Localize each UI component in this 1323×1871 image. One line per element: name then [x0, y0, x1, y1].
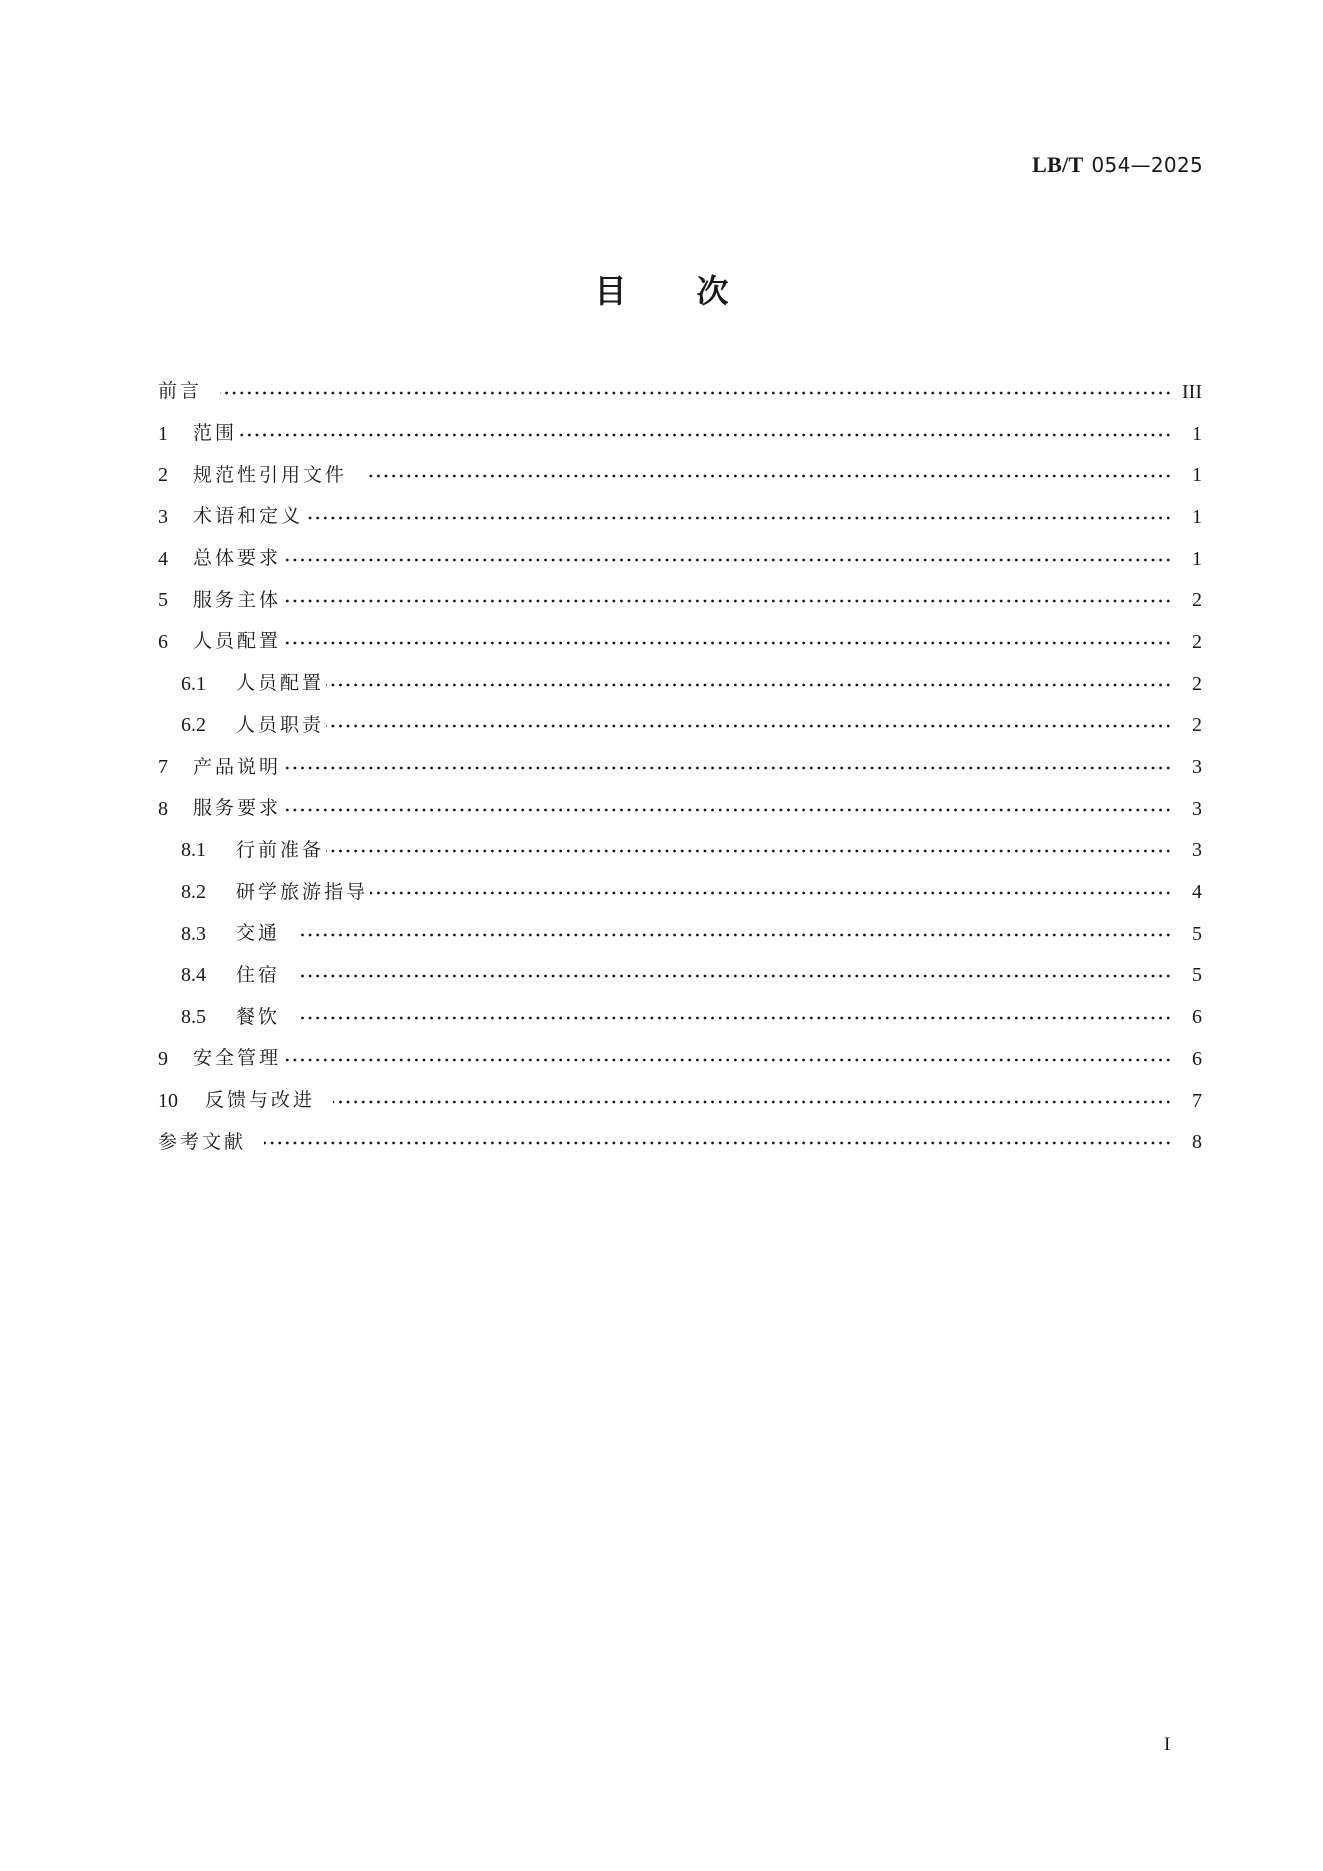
toc-subentry[interactable] [158, 871, 1202, 913]
toc-entry-references[interactable] [158, 1121, 1202, 1163]
toc-entry-page: 6 [1192, 1047, 1202, 1070]
toc-entry-number: 7 [158, 756, 168, 779]
toc-entry-title: 人员配置 [193, 630, 282, 653]
dot-leader [326, 724, 1172, 728]
toc-entry[interactable] [158, 538, 1202, 580]
dot-leader [264, 1141, 1172, 1145]
dot-leader [333, 1100, 1172, 1104]
toc-entry-foreword[interactable] [158, 371, 1202, 413]
toc-entry-number: 2 [158, 464, 168, 487]
toc-entry[interactable] [158, 621, 1202, 663]
standard-code [1032, 152, 1203, 178]
dot-leader [283, 1058, 1172, 1062]
toc-entry-title: 服务要求 [193, 797, 282, 820]
toc-entry-title: 范围 [193, 422, 238, 445]
toc-subentry[interactable] [158, 996, 1202, 1038]
dot-leader [283, 599, 1172, 603]
toc-entry-number: 6.1 [181, 672, 206, 695]
table-of-contents [158, 371, 1202, 1163]
toc-entry-page: 6 [1192, 1006, 1202, 1029]
toc-subentry[interactable] [158, 663, 1202, 705]
toc-subentry[interactable] [158, 955, 1202, 997]
toc-entry-page: 2 [1192, 589, 1202, 612]
toc-entry-title: 规范性引用文件 [193, 463, 348, 486]
toc-entry[interactable] [158, 579, 1202, 621]
toc-entry-title: 前言 [158, 380, 203, 403]
toc-entry-title: 产品说明 [193, 755, 282, 778]
toc-entry-page: 3 [1192, 797, 1202, 820]
toc-entry-title: 总体要求 [193, 547, 282, 570]
toc-entry-page: 5 [1192, 964, 1202, 987]
toc-entry-page: 1 [1192, 547, 1202, 570]
dot-leader [298, 933, 1172, 937]
toc-entry-number: 6.2 [181, 714, 206, 737]
dot-leader [365, 474, 1172, 478]
dot-leader [283, 766, 1172, 770]
toc-entry[interactable] [158, 496, 1202, 538]
dot-leader [370, 891, 1172, 895]
standard-prefix: LB/T [1032, 152, 1084, 177]
toc-entry-number: 8.5 [181, 1006, 206, 1029]
toc-entry[interactable] [158, 1080, 1202, 1122]
page-number: I [1164, 1734, 1171, 1755]
toc-entry-number: 8.1 [181, 839, 206, 862]
toc-entry-page: 3 [1192, 756, 1202, 779]
toc-entry[interactable] [158, 1038, 1202, 1080]
toc-entry-number: 4 [158, 547, 168, 570]
toc-entry-title: 安全管理 [193, 1047, 282, 1070]
toc-entry-page: 2 [1192, 630, 1202, 653]
toc-entry-page: 2 [1192, 714, 1202, 737]
toc-entry-page: 3 [1192, 839, 1202, 862]
dot-leader [283, 641, 1172, 645]
toc-entry-title: 交通 [236, 922, 281, 945]
dot-leader [326, 849, 1172, 853]
toc-entry-number: 1 [158, 422, 168, 445]
toc-entry-title: 术语和定义 [193, 505, 304, 528]
toc-entry-title: 参考文献 [158, 1130, 247, 1153]
dot-leader [220, 391, 1172, 395]
title-char-1: 目 [594, 272, 627, 310]
dot-leader [283, 558, 1172, 562]
dot-leader [283, 808, 1172, 812]
toc-entry-page: 5 [1192, 922, 1202, 945]
toc-entry-number: 3 [158, 505, 168, 528]
toc-subentry[interactable] [158, 830, 1202, 872]
toc-entry-page: 7 [1192, 1089, 1202, 1112]
toc-entry-title: 行前准备 [236, 838, 325, 861]
toc-entry-page: 1 [1192, 464, 1202, 487]
toc-entry-number: 8.2 [181, 881, 206, 904]
toc-entry-title: 研学旅游指导 [236, 880, 369, 903]
toc-entry-page: III [1182, 380, 1202, 403]
toc-entry[interactable] [158, 788, 1202, 830]
dot-leader [298, 1016, 1172, 1020]
toc-entry-number: 8.4 [181, 964, 206, 987]
toc-entry-title: 反馈与改进 [205, 1089, 316, 1112]
toc-entry-number: 5 [158, 589, 168, 612]
toc-entry-number: 10 [158, 1089, 178, 1112]
standard-number: 054—2025 [1091, 153, 1203, 177]
toc-entry-title: 服务主体 [193, 588, 282, 611]
toc-entry-page: 8 [1192, 1131, 1202, 1154]
page-title [0, 266, 1323, 312]
title-char-2: 次 [696, 272, 729, 310]
dot-leader [298, 974, 1172, 978]
toc-entry-title: 餐饮 [236, 1005, 281, 1028]
toc-entry-title: 人员配置 [236, 672, 325, 695]
toc-entry-number: 8.3 [181, 922, 206, 945]
toc-entry-title: 人员职责 [236, 713, 325, 736]
toc-entry-number: 9 [158, 1047, 168, 1070]
dot-leader [305, 516, 1172, 520]
toc-entry-number: 8 [158, 797, 168, 820]
toc-entry-number: 6 [158, 630, 168, 653]
toc-entry[interactable] [158, 746, 1202, 788]
toc-entry-page: 2 [1192, 672, 1202, 695]
dot-leader [326, 683, 1172, 687]
toc-entry-page: 4 [1192, 881, 1202, 904]
toc-entry-page: 1 [1192, 505, 1202, 528]
toc-entry-page: 1 [1192, 422, 1202, 445]
dot-leader [239, 433, 1172, 437]
toc-subentry[interactable] [158, 913, 1202, 955]
toc-subentry[interactable] [158, 705, 1202, 747]
toc-entry-title: 住宿 [236, 963, 281, 986]
toc-entry[interactable] [158, 454, 1202, 496]
toc-entry[interactable] [158, 413, 1202, 455]
